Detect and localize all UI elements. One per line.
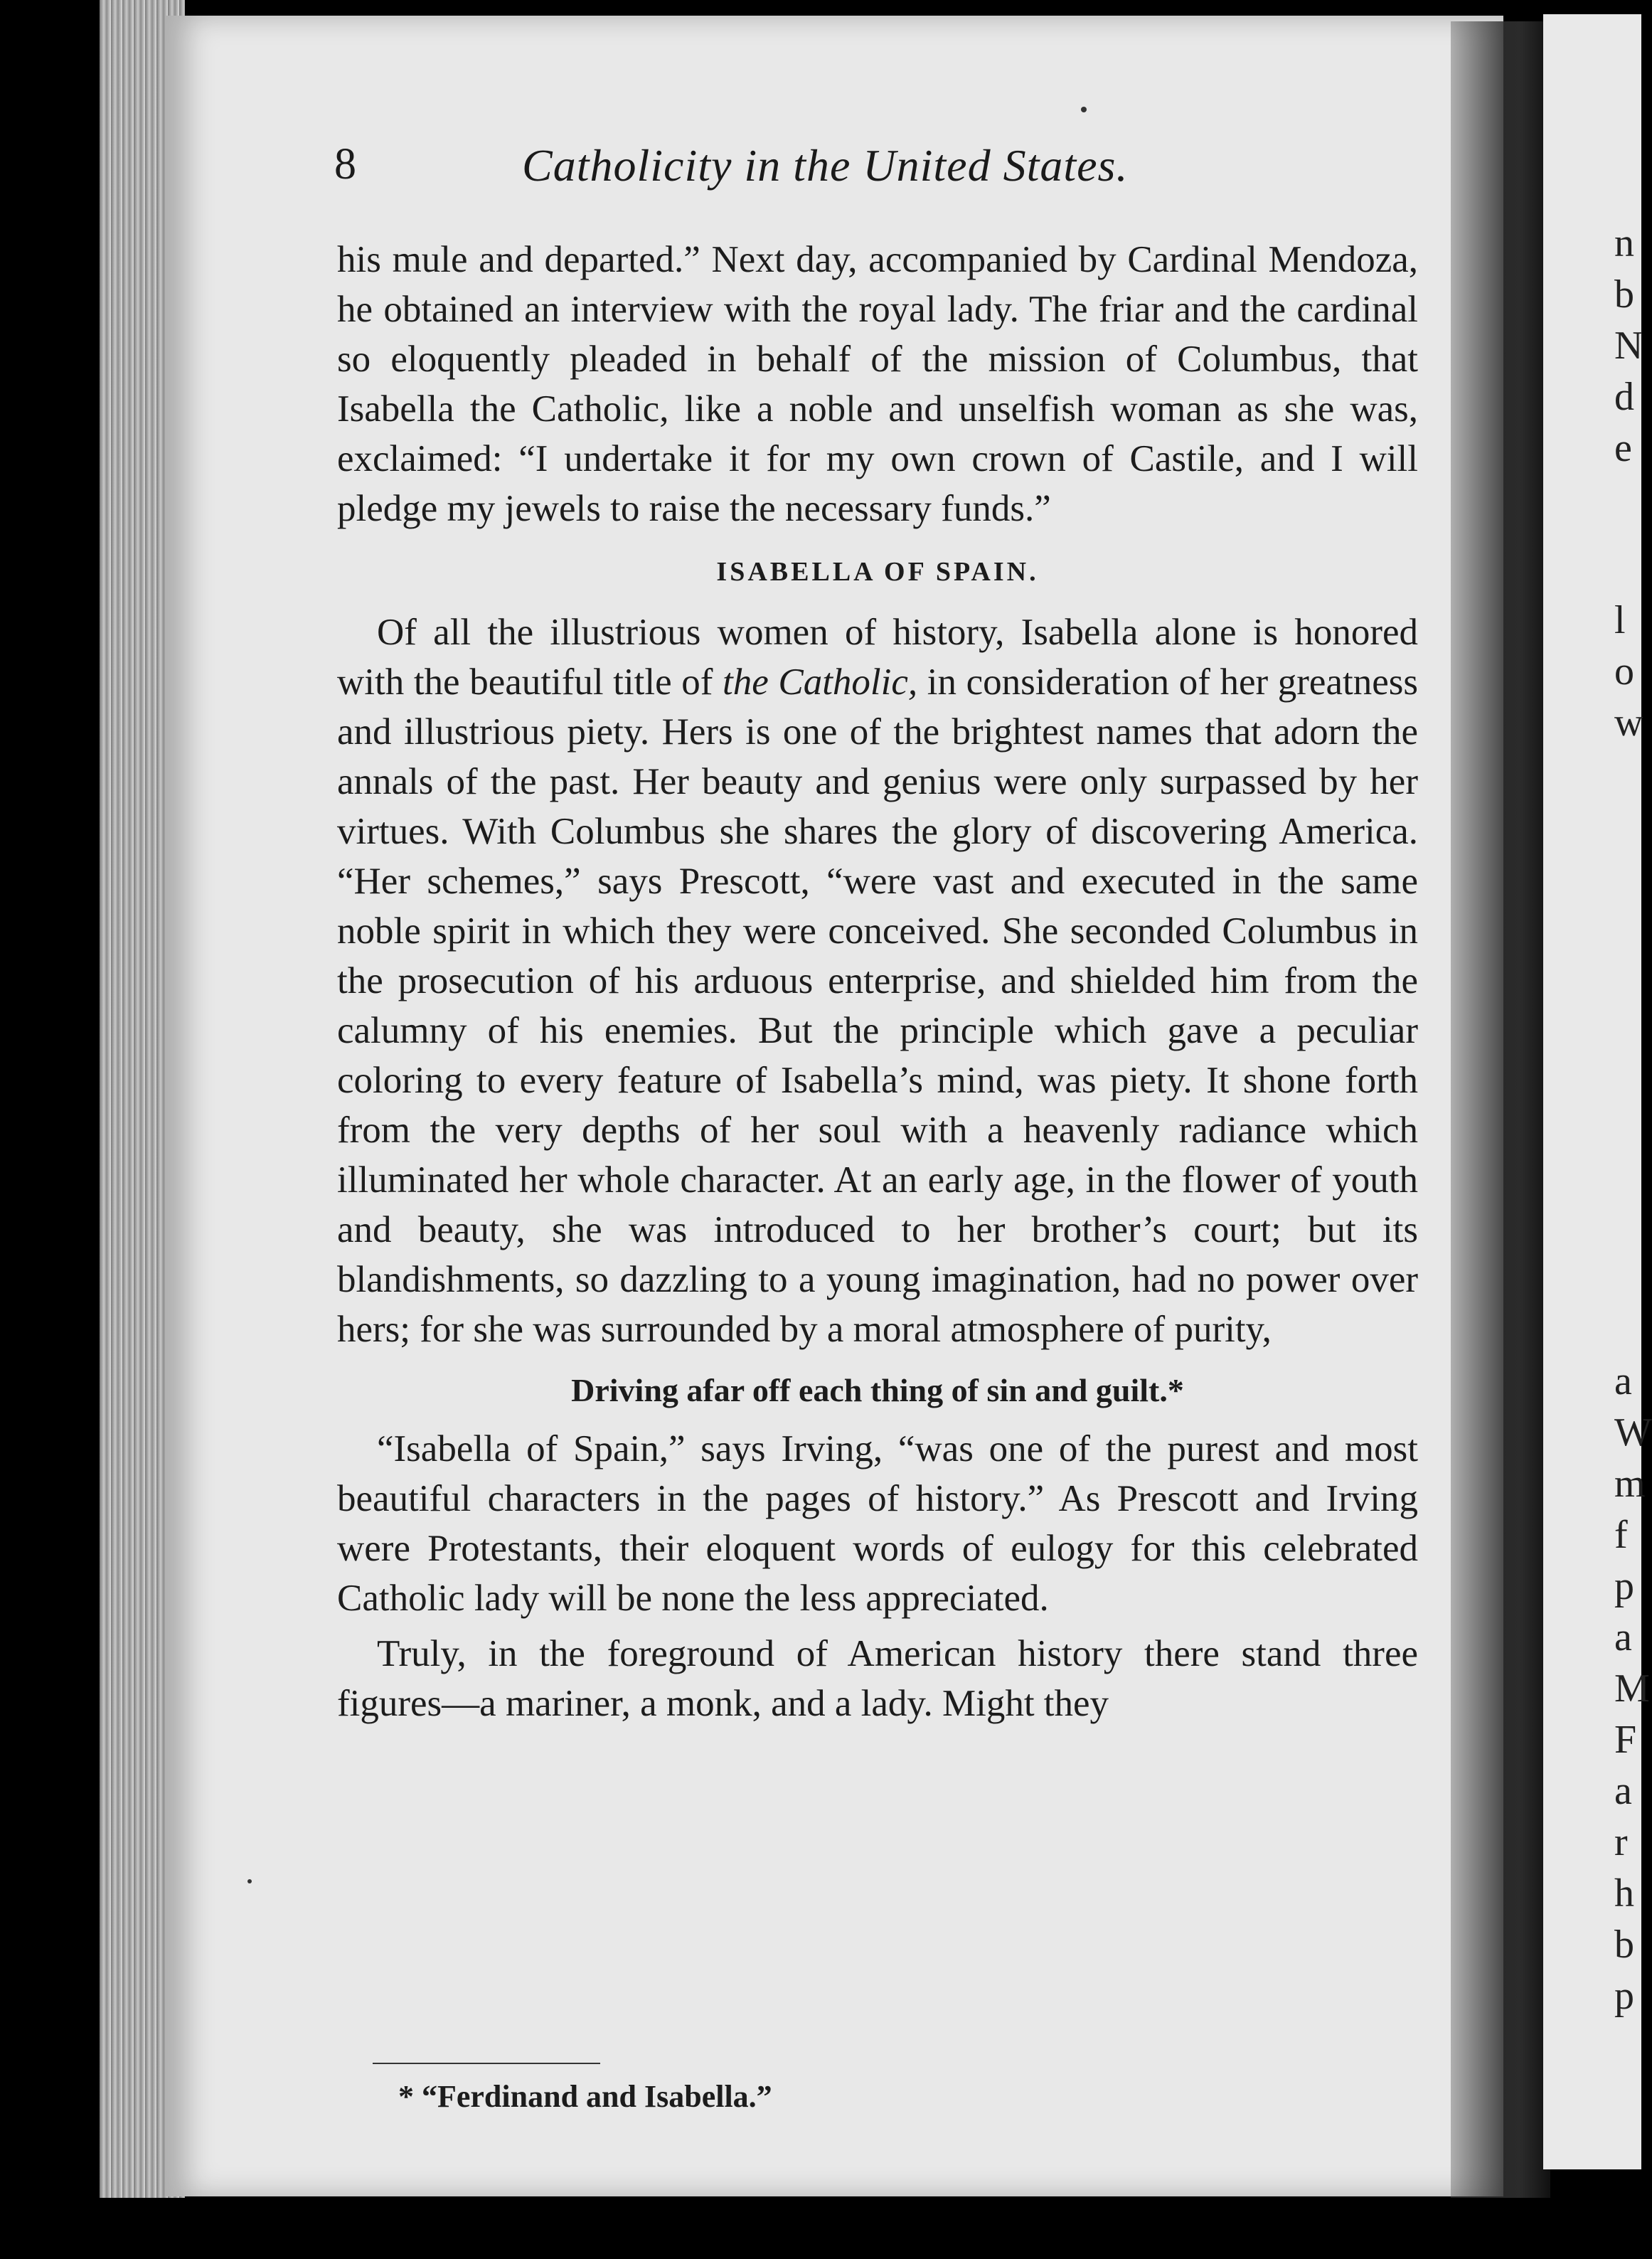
paragraph: Truly, in the foreground of American history there stand three figures—a mariner, a monk, and a lady. Might they — [337, 1633, 1418, 1724]
facing-page-fragment: r — [1614, 1820, 1628, 1864]
page-header — [334, 139, 1237, 196]
section-heading: ISABELLA OF SPAIN. — [716, 557, 1039, 587]
paragraph-text: Of all the illustrious women of history, Isabella alone is honored with the beautiful title of — [337, 612, 1418, 703]
facing-page-fragment: p — [1614, 1974, 1634, 2018]
facing-page-fragment: d — [1614, 375, 1634, 419]
facing-page-fragment: l — [1614, 598, 1626, 642]
facing-page-fragment: n — [1614, 221, 1634, 265]
paragraph: his mule and departed.” Next day, accompanied by Cardinal Mendoza, he obtained an interview with the royal lady. The friar and the cardinal so eloquently pleaded in behalf of the mission of Columbus, that Isabella the Catholic, like a noble and unselfish woman as she was, exclaimed: “I undertake it for my own crown of Castile, and I will pledge my jewels to raise the necessary funds.” — [337, 239, 1418, 529]
facing-page-fragment: a — [1614, 1769, 1632, 1813]
scan-speck — [1081, 107, 1087, 112]
facing-page-fragment: f — [1614, 1513, 1628, 1557]
quoted-verse: Driving afar off each thing of sin and guilt.* — [571, 1372, 1184, 1408]
footnote: * “Ferdinand and Isabella.” — [398, 2079, 772, 2114]
facing-page-fragment: o — [1614, 649, 1634, 693]
paragraph-text: in consideration of her greatness and illustrious piety. Hers is one of the brightest names that adorn the annals of the past. Her beauty and genius were only surpassed by her virtues. With Columbus she shares the glory of discovering America. “Her schemes,” says Prescott, “were vast and executed in the same noble spirit in which they were conceived. She seconded Columbus in the prosecution of his arduous enterprise, and shielded him from the calumny of his enemies. But the principle which gave a peculiar coloring to every feature of Isabella’s mind, was piety. It shone forth from the very depths of her soul with a heavenly radiance which illuminated her whole character. At an early age, in the flower of youth and beauty, she was introduced to her brother’s court; but its blandishments, so dazzling to a young imagination, had no power over hers; for she was surrounded by a moral atmosphere of purity, — [337, 661, 1418, 1350]
facing-page-strip — [1543, 14, 1652, 2169]
facing-page-fragment: b — [1614, 1923, 1634, 1967]
running-title: Catholicity in the United States. — [522, 140, 1129, 191]
facing-page-fragment: w — [1614, 701, 1643, 745]
facing-page-fragment: N — [1614, 324, 1643, 368]
footnote-rule — [373, 2063, 600, 2064]
body-text — [337, 235, 1418, 1728]
facing-page-fragment: W — [1614, 1410, 1652, 1455]
page-number: 8 — [334, 140, 356, 188]
facing-page-fragment: h — [1614, 1871, 1634, 1915]
facing-page-fragment: b — [1614, 272, 1634, 317]
paragraph — [337, 607, 1418, 1354]
paragraph: “Isabella of Spain,” says Irving, “was one of the purest and most beautiful characters in the pages of history.” As Prescott and Irving were Protestants, their eloquent words of eulogy for this celebrated Catholic lady will be none the less appreciated. — [337, 1428, 1418, 1619]
facing-page-fragment: a — [1614, 1359, 1632, 1403]
facing-page-fragment: p — [1614, 1564, 1634, 1608]
facing-page-fragment: M — [1614, 1667, 1650, 1711]
scan-speck — [247, 1879, 252, 1883]
book-gutter — [1451, 21, 1550, 2198]
facing-page-fragment: a — [1614, 1615, 1632, 1659]
facing-page-fragment: m — [1614, 1462, 1646, 1506]
emphasis-text: the Catholic, — [722, 661, 918, 703]
facing-page-fragment: e — [1614, 426, 1632, 470]
facing-page-fragment: F — [1614, 1718, 1637, 1762]
